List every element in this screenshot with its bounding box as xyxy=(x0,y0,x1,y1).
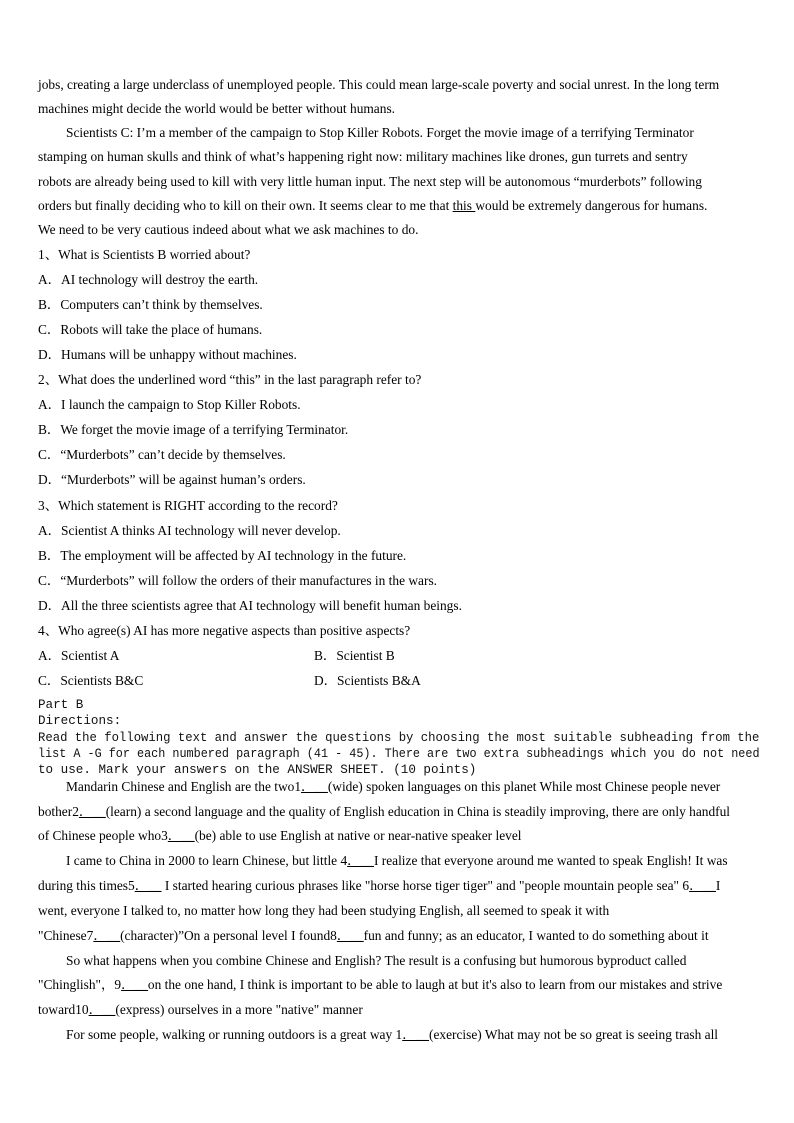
text: "Chinese7 xyxy=(38,928,94,943)
directions-text: Read the following text and answer the questions by choosing the most suitable subheading from the xyxy=(38,731,760,745)
blank: ．__ xyxy=(78,804,106,819)
text: For some people, walking or running outdoors is a great way 1 xyxy=(66,1027,403,1042)
question-option: C．“Murderbots” will follow the orders of their manufactures in the wars. xyxy=(38,573,438,588)
directions-text: list A -G for each numbered paragraph (41 - 45). There are two extra subheadings which you do not need xyxy=(38,747,760,761)
question-option: C．“Murderbots” can’t decide by themselves. xyxy=(38,447,286,462)
text: would be extremely dangerous for humans. xyxy=(475,198,708,213)
directions-label: Directions: xyxy=(38,714,122,728)
section-title: Part B xyxy=(38,698,84,712)
text: fun and funny; as an educator, I wanted to do something about it xyxy=(363,928,709,943)
passage-line: jobs, creating a large underclass of unemployed people. This could mean large-scale poverty and social unrest. In the long term xyxy=(38,77,720,92)
question-option: C．Scientists B&C xyxy=(38,673,144,688)
question-option: B．The employment will be affected by AI technology in the future. xyxy=(38,548,407,563)
question-option: D．Humans will be unhappy without machines. xyxy=(38,347,297,362)
text: (wide) spoken languages on this planet While most Chinese people never xyxy=(327,779,721,794)
cloze-line xyxy=(38,928,709,944)
cloze-line xyxy=(66,1027,718,1043)
text: (exercise) What may not be so great is seeing trash all xyxy=(428,1027,719,1042)
blank: ．__ xyxy=(347,853,374,868)
passage-line: machines might decide the world would be better without humans. xyxy=(38,101,396,116)
text: (be) able to use English at native or near-native speaker level xyxy=(194,828,522,843)
blank: ．__ xyxy=(121,977,148,992)
blank: ．__ xyxy=(134,878,162,893)
cloze-line xyxy=(38,977,722,993)
cloze-line: went, everyone I talked to, no matter how long they had been studying English, all seemed to speak it with xyxy=(38,903,610,918)
text: I came to China in 2000 to learn Chinese, but little 4 xyxy=(66,853,348,868)
question-option: D．All the three scientists agree that AI technology will benefit human beings. xyxy=(38,598,462,613)
cloze-line xyxy=(38,1002,363,1018)
cloze-line xyxy=(38,828,522,844)
cloze-line xyxy=(38,804,730,820)
question-option: B．We forget the movie image of a terrifying Terminator. xyxy=(38,422,349,437)
question-option: B．Computers can’t think by themselves. xyxy=(38,297,263,312)
underlined-word: this xyxy=(452,198,476,213)
text: toward10 xyxy=(38,1002,89,1017)
passage-line: stamping on human skulls and think of what’s happening right now: military machines like drones, gun turrets and sentry xyxy=(38,149,688,164)
question-option: A．Scientist A thinks AI technology will never develop. xyxy=(38,523,341,538)
question-option: A．Scientist A xyxy=(38,648,120,663)
text: on the one hand, I think is important to be able to laugh at but it's also to learn from our mistakes and strive xyxy=(147,977,723,992)
question-option: A．I launch the campaign to Stop Killer Robots. xyxy=(38,397,301,412)
question-option: D．“Murderbots” will be against human’s orders. xyxy=(38,472,306,487)
blank: ．__ xyxy=(402,1027,429,1042)
text: I started hearing curious phrases like "horse horse tiger tiger" and "people mountain people sea" 6 xyxy=(161,878,690,893)
text: I xyxy=(715,878,721,893)
text: Mandarin Chinese and English are the two1 xyxy=(66,779,302,794)
blank: ．__ xyxy=(93,928,121,943)
question-option: B．Scientist B xyxy=(314,648,395,663)
cloze-line: So what happens when you combine Chinese and English? The result is a confusing but humorous byproduct called xyxy=(66,953,687,968)
question-option: C．Robots will take the place of humans. xyxy=(38,322,263,337)
text: (express) ourselves in a more "native" manner xyxy=(115,1002,363,1017)
text: during this times5 xyxy=(38,878,135,893)
question-stem: 1、What is Scientists B worried about? xyxy=(38,247,251,262)
text: (learn) a second language and the quality of English education in China is steadily improving, there are only handful xyxy=(105,804,731,819)
question-stem: 2、What does the underlined word “this” in the last paragraph refer to? xyxy=(38,372,422,387)
question-stem: 4、Who agree(s) AI has more negative aspects than positive aspects? xyxy=(38,623,411,638)
question-option: A．AI technology will destroy the earth. xyxy=(38,272,259,287)
passage-line: We need to be very cautious indeed about what we ask machines to do. xyxy=(38,222,419,237)
text: orders but finally deciding who to kill on their own. It seems clear to me that xyxy=(38,198,453,213)
text: I realize that everyone around me wanted to speak English! It was xyxy=(373,853,728,868)
cloze-line xyxy=(66,853,728,869)
question-stem: 3、Which statement is RIGHT according to the record? xyxy=(38,498,338,513)
passage-line: robots are already being used to kill with very little human input. The next step will be autonomous “murderbots” following xyxy=(38,174,702,189)
blank: ．__ xyxy=(167,828,195,843)
text: (character)”On a personal level I found8 xyxy=(120,928,337,943)
blank: ．__ xyxy=(336,928,364,943)
blank: ．__ xyxy=(689,878,716,893)
cloze-line xyxy=(66,779,720,795)
text: of Chinese people who3 xyxy=(38,828,168,843)
text: bother2 xyxy=(38,804,79,819)
cloze-line xyxy=(38,878,720,894)
blank: ．__ xyxy=(88,1002,116,1017)
passage-line: Scientists C: I’m a member of the campaign to Stop Killer Robots. Forget the movie image of a terrifying Terminator xyxy=(66,125,694,140)
text: "Chinglish"，9 xyxy=(38,977,122,992)
passage-line xyxy=(38,198,707,214)
question-option: D．Scientists B&A xyxy=(314,673,421,688)
directions-text: to use. Mark your answers on the ANSWER SHEET. (10 points) xyxy=(38,763,477,777)
blank: ．__ xyxy=(301,779,328,794)
